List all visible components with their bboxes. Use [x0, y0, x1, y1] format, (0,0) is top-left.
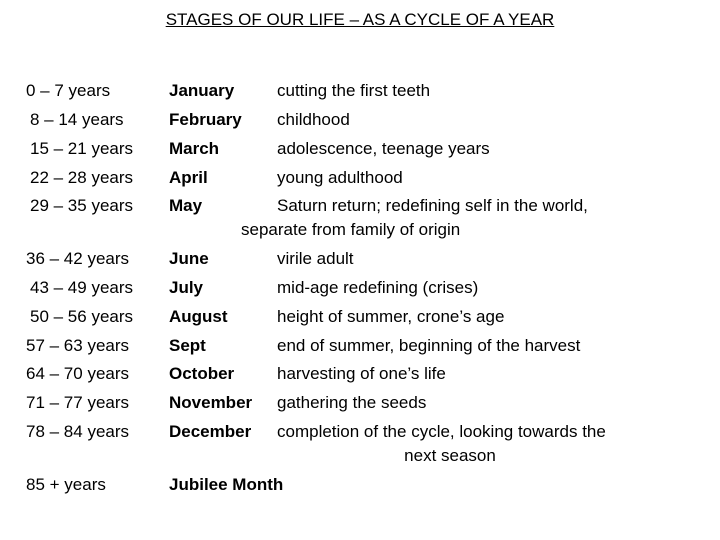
age-range: 15 – 21 years — [30, 139, 134, 158]
age-range: 57 – 63 years — [26, 336, 130, 355]
stage-description: childhood — [277, 110, 350, 129]
age-range: 85 + years — [26, 475, 106, 494]
age-range: 64 – 70 years — [26, 364, 130, 383]
age-range: 78 – 84 years — [26, 422, 130, 441]
stage-description: Saturn return; redefining self in the world, — [277, 196, 588, 215]
month-label: June — [169, 249, 209, 268]
stage-description: harvesting of one’s life — [277, 364, 446, 383]
month-label: August — [169, 307, 228, 326]
month-label: May — [169, 196, 203, 215]
age-range: 43 – 49 years — [30, 278, 134, 297]
month-label: March — [169, 139, 220, 158]
stage-description-continued: next season — [404, 446, 496, 465]
page-title: STAGES OF OUR LIFE – AS A CYCLE OF A YEAR — [165, 10, 555, 29]
month-label: December — [169, 422, 252, 441]
month-label: Sept — [169, 336, 206, 355]
month-label: Jubilee Month — [169, 475, 284, 494]
age-range: 22 – 28 years — [30, 168, 134, 187]
month-label: February — [169, 110, 242, 129]
month-label: November — [169, 393, 253, 412]
age-range: 50 – 56 years — [30, 307, 134, 326]
stage-description: gathering the seeds — [277, 393, 427, 412]
age-range: 29 – 35 years — [30, 196, 134, 215]
month-label: January — [169, 81, 235, 100]
stage-description: adolescence, teenage years — [277, 139, 490, 158]
age-range: 71 – 77 years — [26, 393, 130, 412]
age-range: 0 – 7 years — [26, 81, 111, 100]
age-range: 8 – 14 years — [30, 110, 124, 129]
month-label: October — [169, 364, 235, 383]
stage-description: completion of the cycle, looking towards the — [277, 422, 606, 441]
month-label: April — [169, 168, 208, 187]
stage-description: height of summer, crone’s age — [277, 307, 505, 326]
stage-description-continued: separate from family of origin — [241, 220, 461, 239]
stage-description: young adulthood — [277, 168, 403, 187]
stage-description: cutting the first teeth — [277, 81, 431, 100]
stage-description: virile adult — [277, 249, 354, 268]
stage-description: mid-age redefining (crises) — [277, 278, 479, 297]
age-range: 36 – 42 years — [26, 249, 130, 268]
month-label: July — [169, 278, 204, 297]
stage-description: end of summer, beginning of the harvest — [277, 336, 581, 355]
